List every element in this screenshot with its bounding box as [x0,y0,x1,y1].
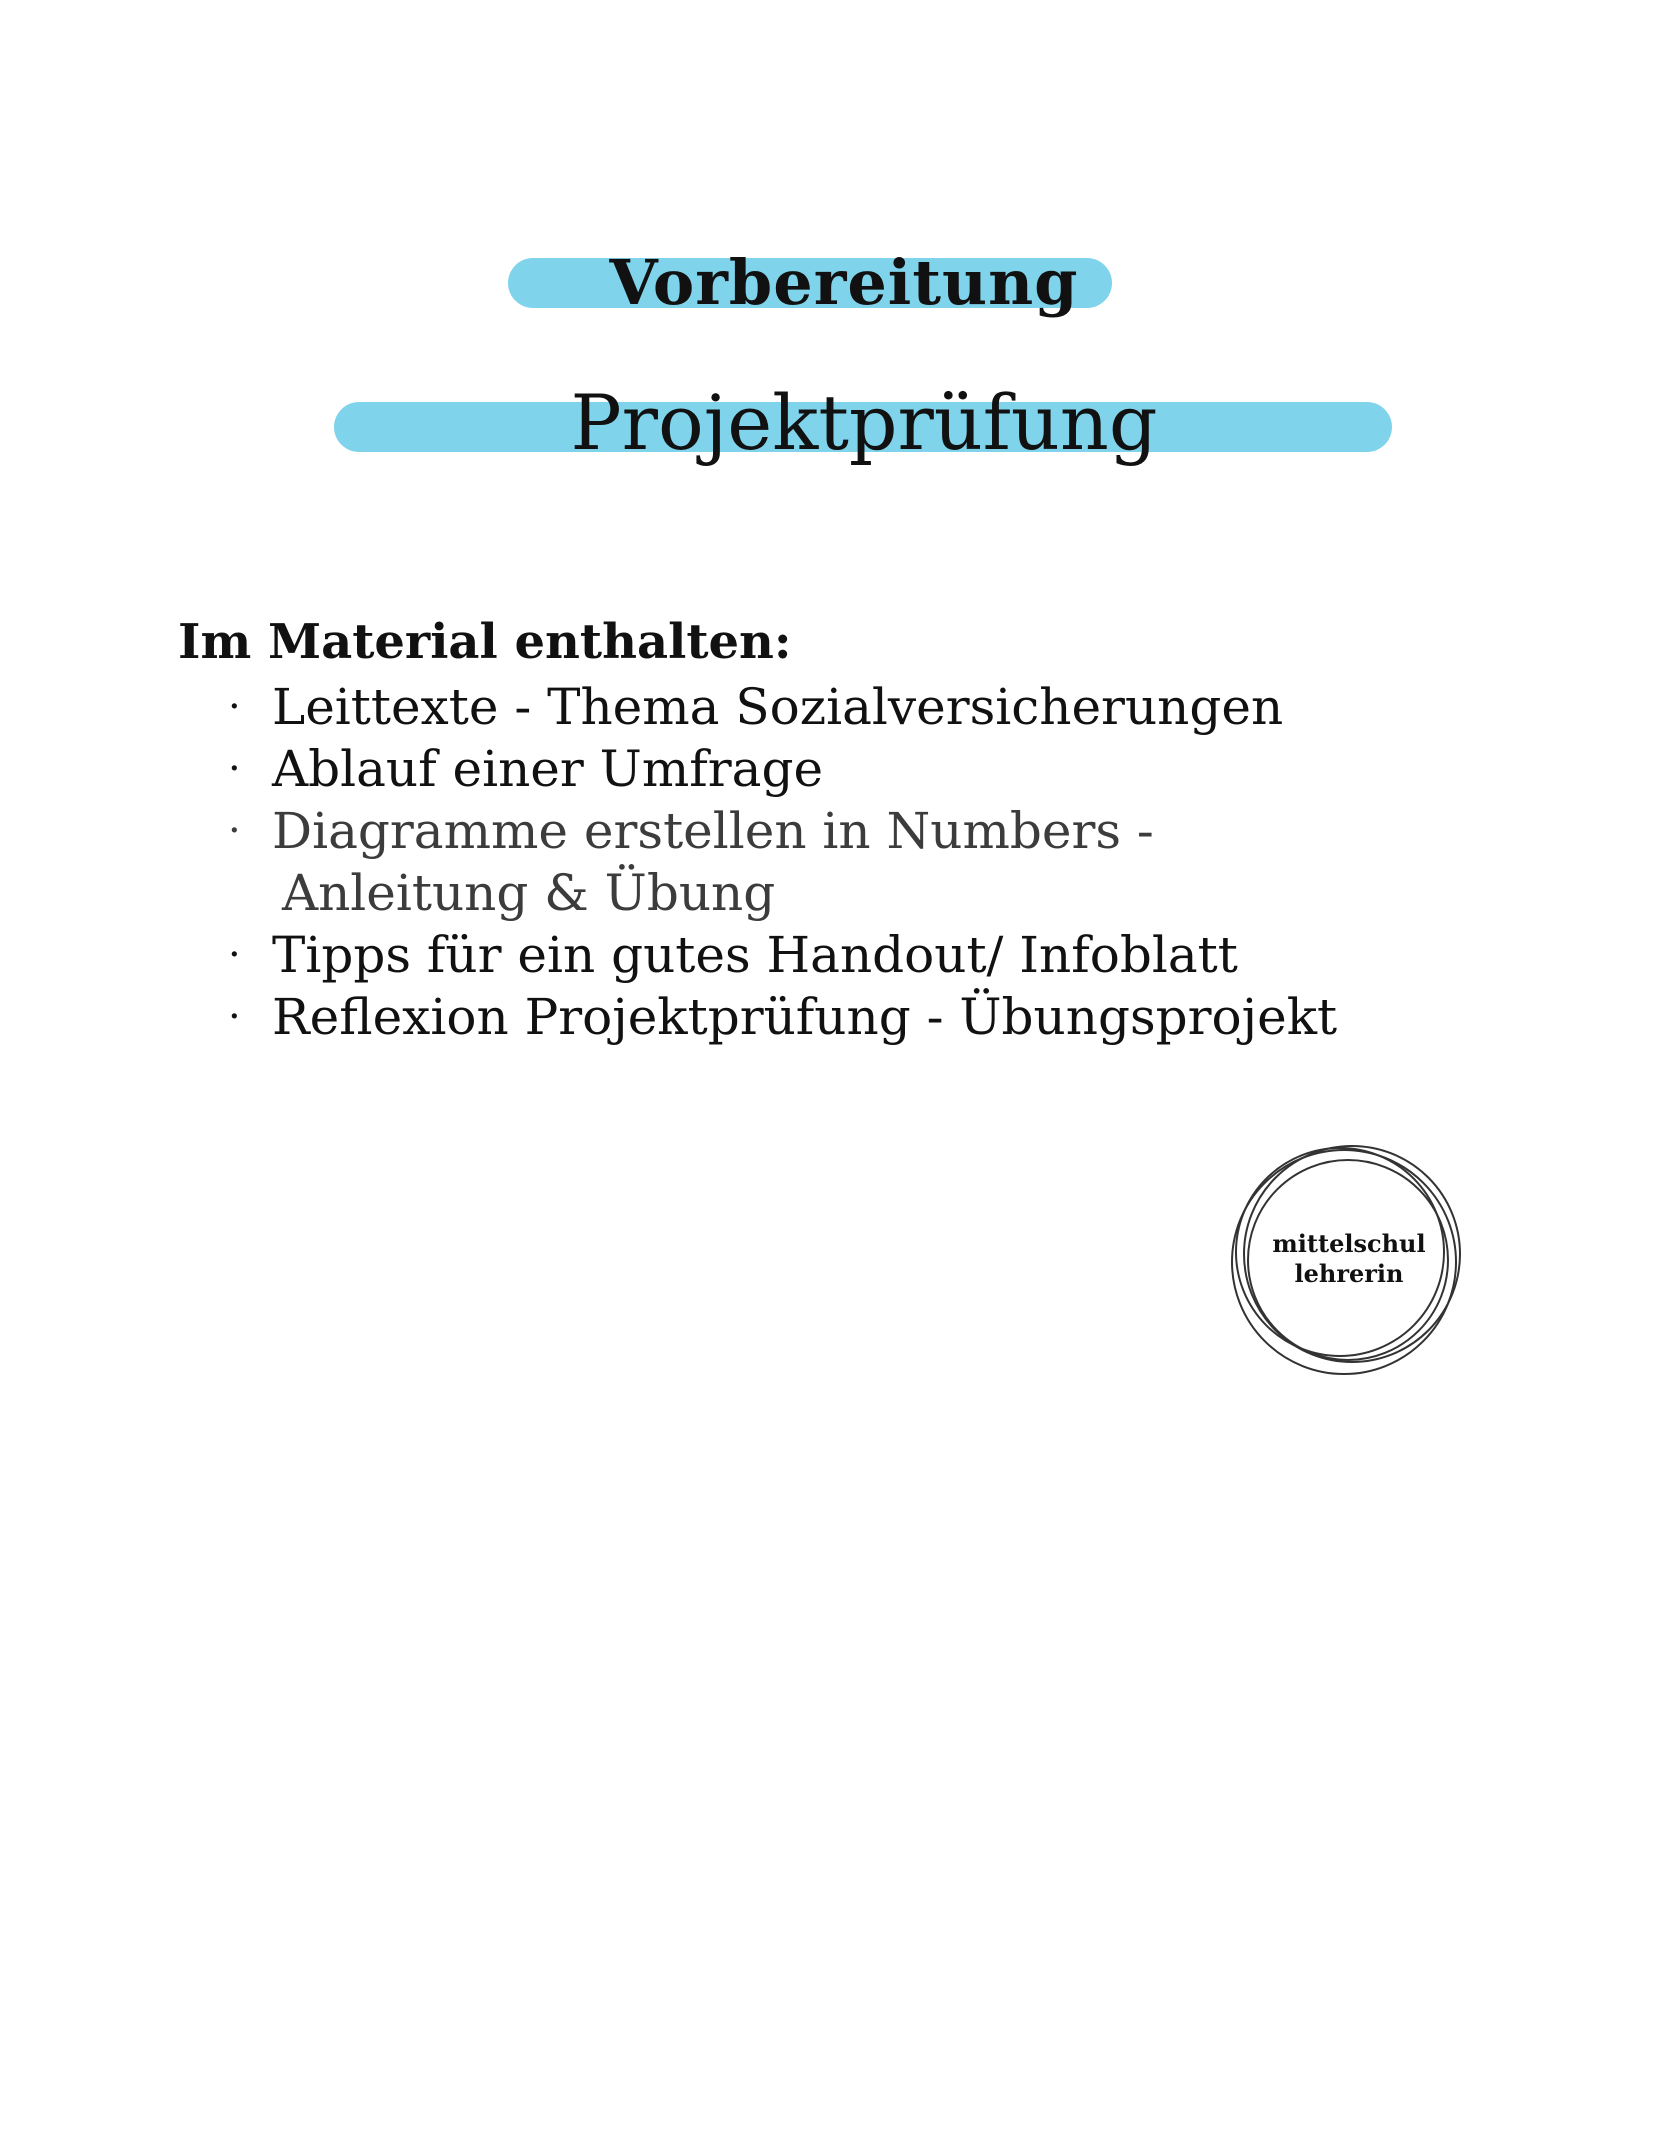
page-subtitle: Projektprüfung [570,378,1158,467]
list-item [224,738,1337,800]
page-title: Vorbereitung [609,246,1079,319]
list-item-text: Reflexion Projektprüfung - Übungsprojekt [272,988,1338,1046]
list-item-text: Ablauf einer Umfrage [272,740,824,798]
list-item-continuation: Anleitung & Übung [282,864,776,922]
list-item [224,924,1337,986]
list-item-text: Tipps für ein gutes Handout/ Infoblatt [272,926,1238,984]
bullet-icon: · [228,932,241,978]
list-item [224,986,1337,1048]
content-heading: Im Material enthalten: [178,614,792,670]
bullet-icon: · [228,746,241,792]
logo-text [1224,1134,1474,1384]
bullet-icon: · [228,808,241,854]
logo-line-2: lehrerin [1289,1259,1410,1289]
list-item [224,800,1337,924]
list-item [224,676,1337,738]
content-list [224,676,1337,1048]
list-item-text: Leittexte - Thema Sozialversicherungen [272,678,1284,736]
brand-logo [1224,1134,1474,1384]
bullet-icon: · [228,994,241,1040]
logo-line-1: mittelschul [1266,1229,1431,1259]
list-item-text: Diagramme erstellen in Numbers - [272,802,1154,860]
bullet-icon: · [228,684,241,730]
